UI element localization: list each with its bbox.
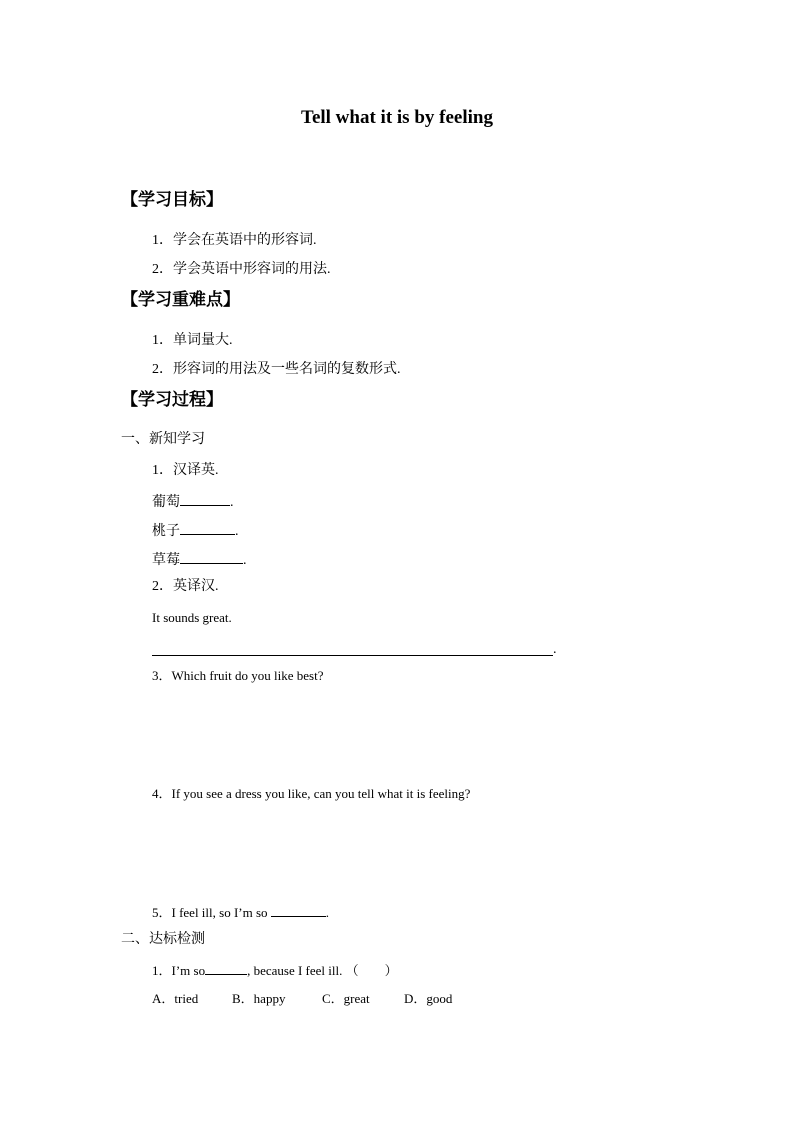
punct: . <box>230 495 234 510</box>
difficulty-item-2: 2．形容词的用法及一些名词的复数形式. <box>152 362 401 377</box>
part1-q2: 2．英译汉. <box>152 579 219 594</box>
vocab-word: 葡萄 <box>152 495 180 510</box>
fill-blank[interactable] <box>180 549 243 564</box>
part1-q5 <box>152 902 329 922</box>
option-b[interactable]: B．happy <box>232 991 286 1006</box>
q1-text: 1．I’m so <box>152 963 206 978</box>
part1-q1: 1．汉译英. <box>152 463 219 478</box>
option-d[interactable]: D．good <box>404 991 453 1006</box>
fill-blank[interactable] <box>205 960 247 975</box>
vocab-row-grape <box>152 491 234 512</box>
part1-label: 一、新知学习 <box>121 432 205 447</box>
q5-text: 5．I feel ill, so I’m so <box>152 905 271 920</box>
fill-blank[interactable] <box>271 902 326 917</box>
fill-blank[interactable] <box>180 520 235 535</box>
translate-sentence: It sounds great. <box>152 610 232 625</box>
part1-q4: 4．If you see a dress you like, can you tell what it is feeling? <box>152 786 471 801</box>
q1-end: , because I feel ill. （ ） <box>247 963 398 978</box>
goal-item-1: 1．学会在英语中的形容词. <box>152 233 317 248</box>
fill-blank[interactable] <box>180 491 230 506</box>
part2-label: 二、达标检测 <box>121 932 205 947</box>
punct: . <box>243 553 247 568</box>
q5-end: . <box>325 905 330 920</box>
vocab-row-strawberry <box>152 549 247 570</box>
part1-q3: 3．Which fruit do you like best? <box>152 668 324 683</box>
options-row <box>152 990 452 1008</box>
answer-line[interactable] <box>152 655 553 656</box>
part2-q1 <box>152 960 398 980</box>
difficulty-item-1: 1．单词量大. <box>152 333 233 348</box>
vocab-row-peach <box>152 520 239 541</box>
option-a[interactable]: A．tried <box>152 991 199 1006</box>
page-title: Tell what it is by feeling <box>301 107 493 128</box>
goal-item-2: 2．学会英语中形容词的用法. <box>152 262 331 277</box>
heading-difficulties: 【学习重难点】 <box>121 290 240 309</box>
punct: . <box>553 642 557 657</box>
vocab-word: 桃子 <box>152 524 180 539</box>
vocab-word: 草莓 <box>152 553 180 568</box>
option-c[interactable]: C．great <box>322 991 370 1006</box>
heading-goals: 【学习目标】 <box>121 190 223 209</box>
heading-process: 【学习过程】 <box>121 390 223 409</box>
punct: . <box>235 524 239 539</box>
